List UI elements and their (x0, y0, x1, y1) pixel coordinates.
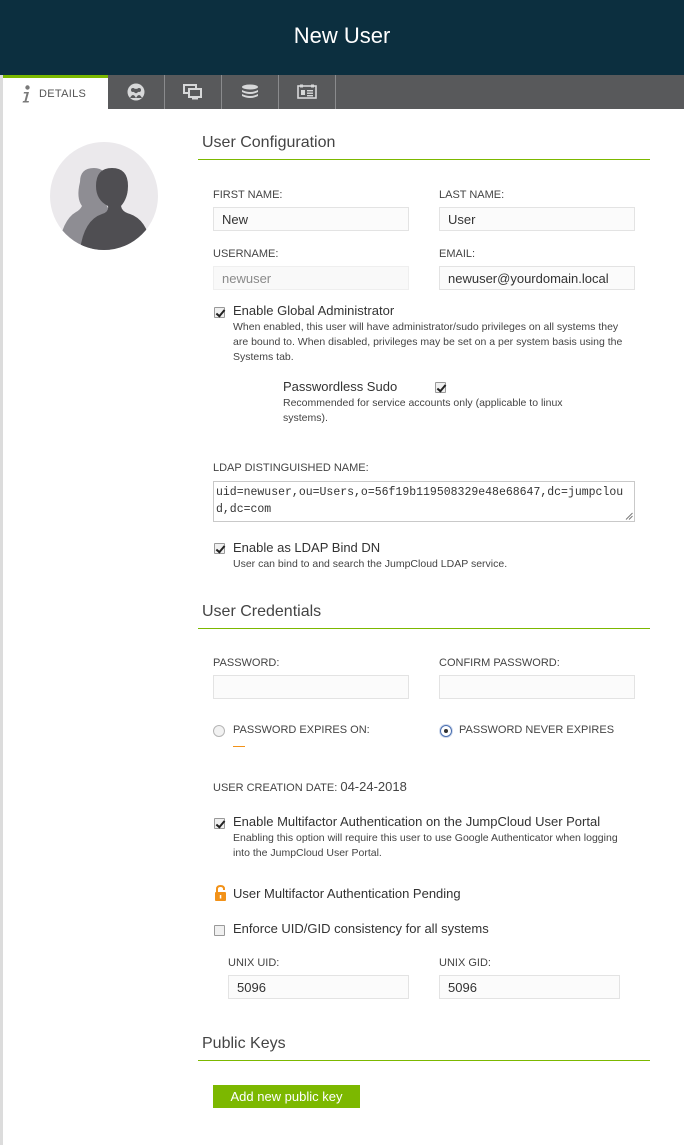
ldap-bind-title: Enable as LDAP Bind DN (233, 540, 381, 555)
mfa-checkbox[interactable] (214, 818, 225, 829)
password-label: PASSWORD: (213, 657, 280, 669)
user-configuration-heading: User Configuration (202, 134, 336, 151)
mfa-title: Enable Multifactor Authentication on the JumpCloud User Portal (233, 814, 601, 829)
uid-consistency-checkbox[interactable] (214, 925, 225, 936)
tab-bar (3, 75, 684, 109)
ldap-bind-description: User can bind to and search the JumpCloud LDAP service. (233, 558, 508, 570)
password-never-expires-label: PASSWORD NEVER EXPIRES (459, 724, 615, 736)
page-header (0, 0, 684, 75)
last-name-field[interactable]: User (439, 207, 635, 231)
add-public-key-button[interactable]: Add new public key (213, 1085, 360, 1108)
ldap-dn-value: uid=newuser,ou=Users,o=56f19b119508329e48e68647,dc=jumpcloud,dc=com (216, 486, 624, 516)
unix-gid-label: UNIX GID: (439, 957, 491, 969)
user-silhouette-icon (50, 142, 158, 250)
ldap-dn-label: LDAP DISTINGUISHED NAME: (213, 462, 369, 474)
global-admin-checkbox[interactable] (214, 307, 225, 318)
ldap-dn-textarea[interactable] (213, 481, 635, 522)
first-name-label: FIRST NAME: (213, 189, 283, 201)
mfa-description: Enabling this option will require this user to use Google Authenticator when logging into the JumpCloud User Portal. (233, 832, 618, 859)
unlocked-padlock-icon (214, 885, 227, 902)
public-keys-heading: Public Keys (202, 1035, 286, 1052)
resize-grip-icon[interactable] (625, 512, 633, 520)
password-expires-label: PASSWORD EXPIRES ON: (233, 724, 370, 736)
global-admin-title: Enable Global Administrator (233, 303, 395, 318)
creation-date-value: 04-24-2018 (340, 779, 407, 794)
email-label: EMAIL: (439, 248, 476, 260)
avatar (50, 142, 158, 250)
uid-consistency-title: Enforce UID/GID consistency for all systems (233, 921, 489, 936)
left-border (0, 75, 3, 1145)
password-expires-radio[interactable] (213, 725, 225, 737)
creation-date-label: USER CREATION DATE: (213, 782, 338, 794)
tab-applications[interactable] (279, 75, 336, 109)
confirm-password-field[interactable] (439, 675, 635, 699)
passwordless-sudo-title: Passwordless Sudo (283, 379, 398, 394)
first-name-field[interactable]: New (213, 207, 409, 231)
user-credentials-heading: User Credentials (202, 603, 322, 620)
password-field[interactable] (213, 675, 409, 699)
password-never-expires-radio[interactable] (440, 725, 452, 737)
info-icon (21, 85, 31, 103)
tab-groups[interactable] (108, 75, 165, 109)
tab-details[interactable] (3, 75, 108, 109)
tab-directories[interactable] (222, 75, 279, 109)
groups-icon (126, 83, 146, 101)
directories-icon (240, 84, 260, 100)
section-divider (198, 628, 650, 629)
ldap-bind-checkbox[interactable] (214, 543, 225, 554)
unix-uid-field[interactable]: 5096 (228, 975, 409, 999)
applications-icon (297, 84, 317, 100)
expiry-date-placeholder[interactable] (233, 746, 245, 747)
tab-details-label: DETAILS (39, 87, 87, 100)
unix-uid-label: UNIX UID: (228, 957, 280, 969)
tab-systems[interactable] (165, 75, 222, 109)
global-admin-description: When enabled, this user will have administrator/sudo privileges on all systems they are bound to. When disabled, privileges may be set on a per system basis using the Systems tab. (233, 321, 623, 363)
username-field[interactable]: newuser (213, 266, 409, 290)
systems-icon (183, 84, 203, 100)
passwordless-sudo-checkbox[interactable] (435, 382, 446, 393)
username-label: USERNAME: (213, 248, 279, 260)
mfa-pending-text: User Multifactor Authentication Pending (233, 886, 461, 901)
confirm-password-label: CONFIRM PASSWORD: (439, 657, 560, 669)
email-field[interactable]: newuser@yourdomain.local (439, 266, 635, 290)
page-title: New User (293, 23, 391, 48)
section-divider (198, 159, 650, 160)
creation-date-row (213, 779, 407, 794)
unix-gid-field[interactable]: 5096 (439, 975, 620, 999)
section-divider (198, 1060, 650, 1061)
last-name-label: LAST NAME: (439, 189, 505, 201)
passwordless-sudo-description: Recommended for service accounts only (applicable to linux systems). (283, 397, 563, 424)
